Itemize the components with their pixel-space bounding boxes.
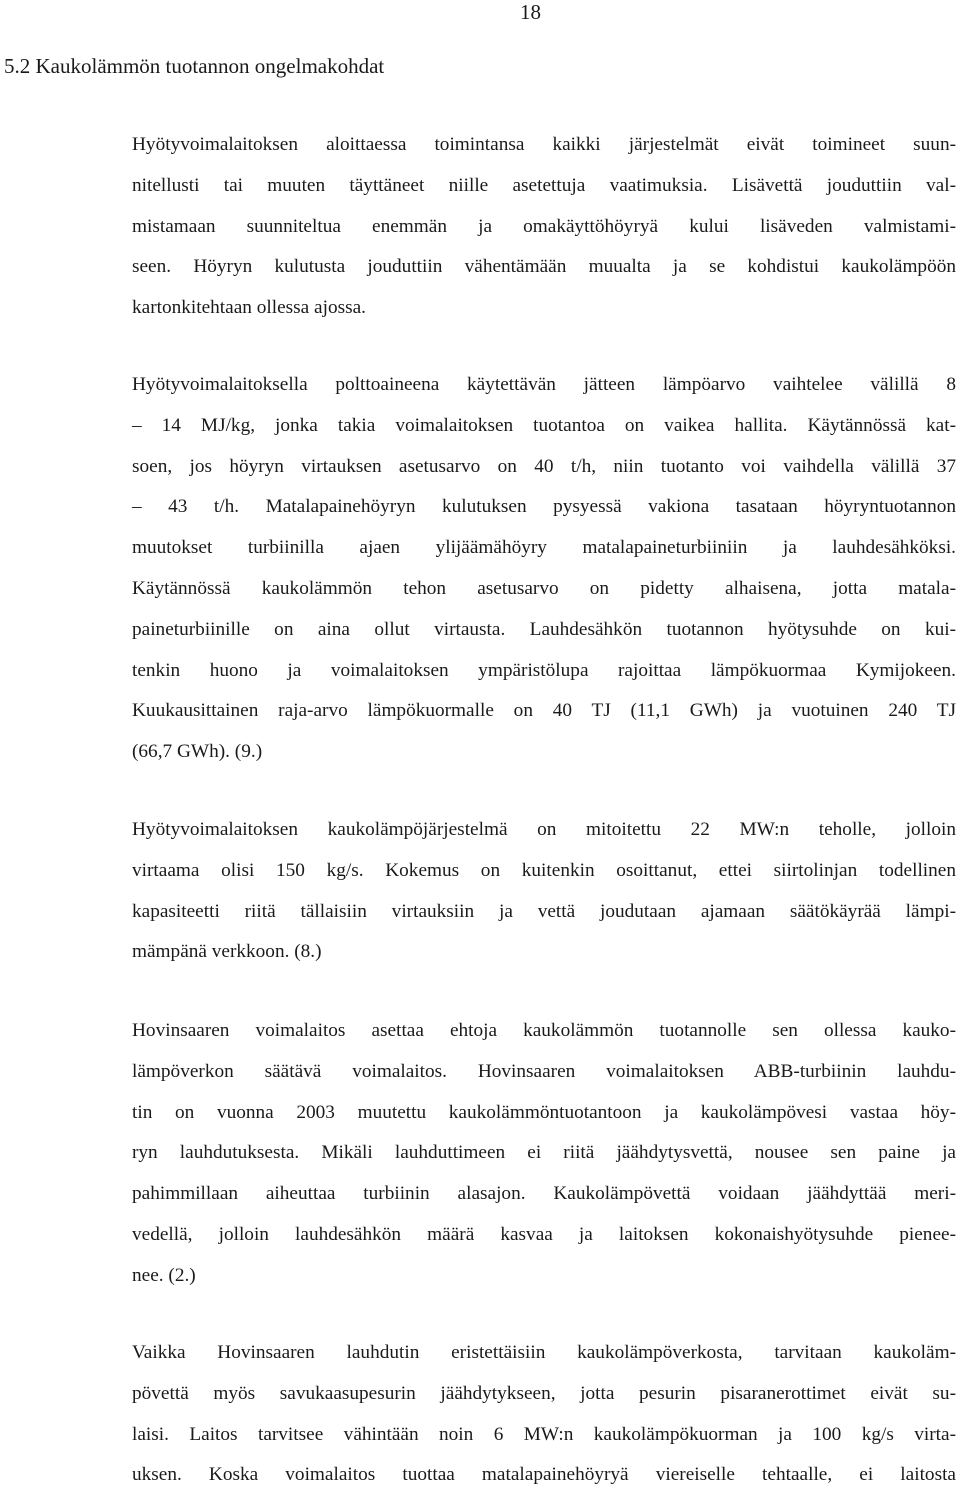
text-line: lämpöverkon säätävä voimalaitos. Hovinsaaren voimalaitoksen ABB-turbiinin lauhdu- [132,1060,956,1082]
page-number: 18 [520,0,541,24]
text-line: soen, jos höyryn virtauksen asetusarvo on 40 t/h, niin tuotanto voi vaihdella välillä 37 [132,455,956,477]
text-line: Hyötyvoimalaitoksella polttoaineena käytettävän jätteen lämpöarvo vaihtelee välillä 8 [132,374,956,395]
text-line: Hyötyvoimalaitoksen kaukolämpöjärjestelmä on mitoitettu 22 MW:n teholle, jolloin [132,819,956,840]
text-line: uksen. Koska voimalaitos tuottaa matalapainehöyryä viereiselle tehtaalle, ei laitosta [132,1464,956,1486]
text-line: (66,7 GWh). (9.) [132,741,263,763]
text-line: kartonkitehtaan ollessa ajossa. [132,297,366,319]
text-line: tenkin huono ja voimalaitoksen ympäristölupa rajoittaa lämpökuormaa Kymijokeen. [132,659,956,681]
text-line: vedellä, jolloin lauhdesähkön määrä kasvaa ja laitoksen kokonaishyötysuhde pienee- [132,1223,956,1245]
paragraph-5 [132,1333,956,1496]
text-line: – 43 t/h. Matalapainehöyryn kulutuksen pysyessä vakiona tasataan höyryntuotannon [132,496,956,518]
section-heading: 5.2 Kaukolämmön tuotannon ongelmakohdat [4,54,385,78]
text-line: Hyötyvoimalaitoksen aloittaessa toimintansa kaikki järjestelmät eivät toimineet suun- [132,134,956,155]
text-line: pövettä myös savukaasupesurin jäähdytykseen, jotta pesurin pisaranerottimet eivät su- [132,1382,956,1404]
text-line: Käytännössä kaukolämmön tehon asetusarvo on pidetty alhaisena, jotta matala- [132,577,956,599]
text-line: laisi. Laitos tarvitsee vähintään noin 6 MW:n kaukolämpökuorman ja 100 kg/s virta- [132,1423,956,1445]
text-line: – 14 MJ/kg, jonka takia voimalaitoksen tuotantoa on vaikea hallita. Käytännössä kat- [132,414,956,436]
text-line: nee. (2.) [132,1264,196,1286]
text-line: paineturbiinille on aina ollut virtausta. Lauhdesähkön tuotannon hyötysuhde on kui- [132,618,956,640]
text-line: Kuukausittainen raja-arvo lämpökuormalle on 40 TJ (11,1 GWh) ja vuotuinen 240 TJ [132,700,956,722]
text-line: Vaikka Hovinsaaren lauhdutin eristettäisiin kaukolämpöverkosta, tarvitaan kaukoläm- [132,1342,956,1363]
text-line: kapasiteetti riitä tällaisiin virtauksiin ja vettä joudutaan ajamaan säätökäyrää lämpi- [132,900,956,922]
text-line: pahimmillaan aiheuttaa turbiinin alasajon. Kaukolämpövettä voidaan jäähdyttää meri- [132,1183,956,1205]
text-line: seen. Höyryn kulutusta jouduttiin vähentämään muualta ja se kohdistui kaukolämpöön [132,256,956,278]
text-line: mistamaan suunniteltua enemmän ja omakäyttöhöyryä kului lisäveden valmistami- [132,215,956,237]
paragraph-2 [132,365,956,773]
text-line: muutokset turbiinilla ajaen ylijäämähöyry matalapaineturbiiniin ja lauhdesähköksi. [132,537,956,559]
text-line: nitellusti tai muuten täyttäneet niille asetettuja vaatimuksia. Lisävettä jouduttiin val- [132,174,956,196]
text-line: Hovinsaaren voimalaitos asettaa ehtoja kaukolämmön tuotannolle sen ollessa kauko- [132,1020,956,1041]
paragraph-3 [132,810,956,973]
paragraph-1 [132,125,956,329]
text-line: mämpänä verkkoon. (8.) [132,941,322,963]
text-line: tin on vuonna 2003 muutettu kaukolämmöntuotantoon ja kaukolämpövesi vastaa höy- [132,1101,956,1123]
paragraph-4 [132,1011,956,1297]
text-line: virtaama olisi 150 kg/s. Kokemus on kuitenkin osoittanut, ettei siirtolinjan todellinen [132,859,956,881]
text-line: ryn lauhdutuksesta. Mikäli lauhduttimeen ei riitä jäähdytysvettä, nousee sen paine ja [132,1142,956,1164]
